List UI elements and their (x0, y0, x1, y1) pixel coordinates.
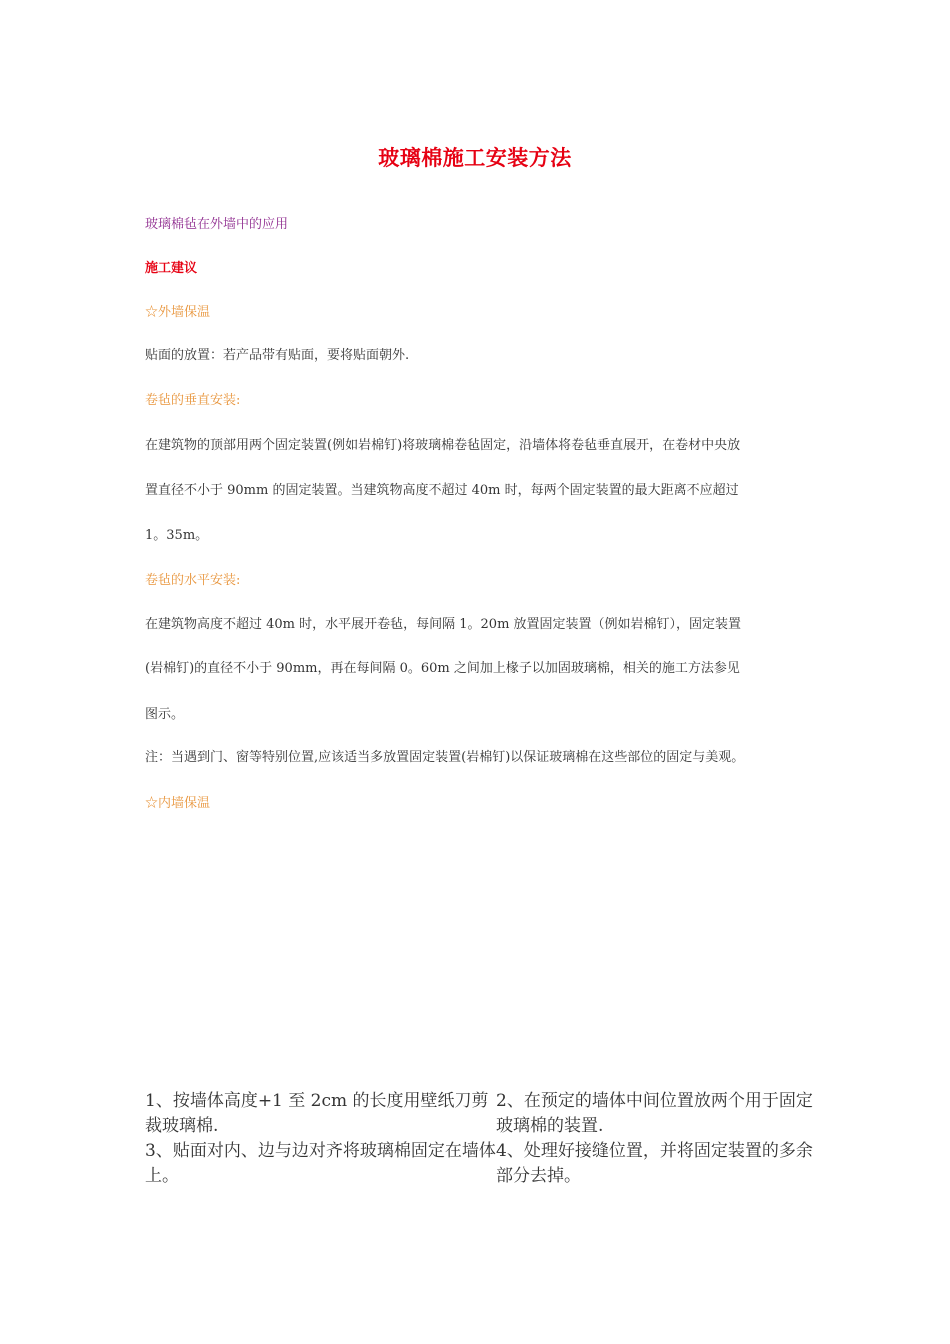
vertical-line-3: 1。35m。 (145, 528, 209, 543)
step-3: 3、贴面对内、边与边对齐将玻璃棉固定在墙体上。 (145, 1141, 496, 1186)
steps-grid (145, 1089, 815, 1189)
horizontal-line-1: 在建筑物高度不超过 40m 时，水平展开卷毡，每间隔 1。20m 放置固定装置（例如岩棉钉），固定装置 (145, 617, 742, 632)
step-2: 2、在预定的墙体中间位置放两个用于固定玻璃棉的装置. (496, 1091, 813, 1136)
document-title: 玻璃棉施工安装方法 (378, 145, 572, 170)
vertical-line-2: 置直径不小于 90mm 的固定装置。当建筑物高度不超过 40m 时，每两个固定装置的最大距离不应超过 (145, 483, 739, 498)
outer-wall-heading: ☆外墙保温 (145, 305, 211, 320)
step-4: 4、处理好接缝位置，并将固定装置的多余部分去掉。 (496, 1141, 813, 1186)
step-1: 1、按墙体高度+1 至 2cm 的长度用壁纸刀剪裁玻璃棉. (145, 1091, 489, 1136)
horizontal-line-3: 图示。 (145, 707, 185, 722)
section-heading: 施工建议 (145, 261, 198, 276)
vertical-install-heading: 卷毡的垂直安装: (145, 393, 241, 408)
note-text: 注：当遇到门、窗等特别位置,应该适当多放置固定装置(岩棉钉)以保证玻璃棉在这些部位的固定与美观。 (145, 750, 745, 765)
horizontal-install-heading: 卷毡的水平安装: (145, 573, 241, 588)
inner-wall-heading: ☆内墙保温 (145, 796, 211, 811)
vertical-line-1: 在建筑物的顶部用两个固定装置(例如岩棉钉)将玻璃棉卷毡固定，沿墙体将卷毡垂直展开，在卷材中央放 (145, 438, 741, 453)
facing-text: 贴面的放置：若产品带有贴面，要将贴面朝外. (145, 348, 410, 363)
horizontal-line-2: (岩棉钉)的直径不小于 90mm，再在每间隔 0。60m 之间加上椽子以加固玻璃棉，相关的施工方法参见 (145, 661, 740, 676)
subtitle: 玻璃棉毡在外墙中的应用 (145, 217, 289, 232)
